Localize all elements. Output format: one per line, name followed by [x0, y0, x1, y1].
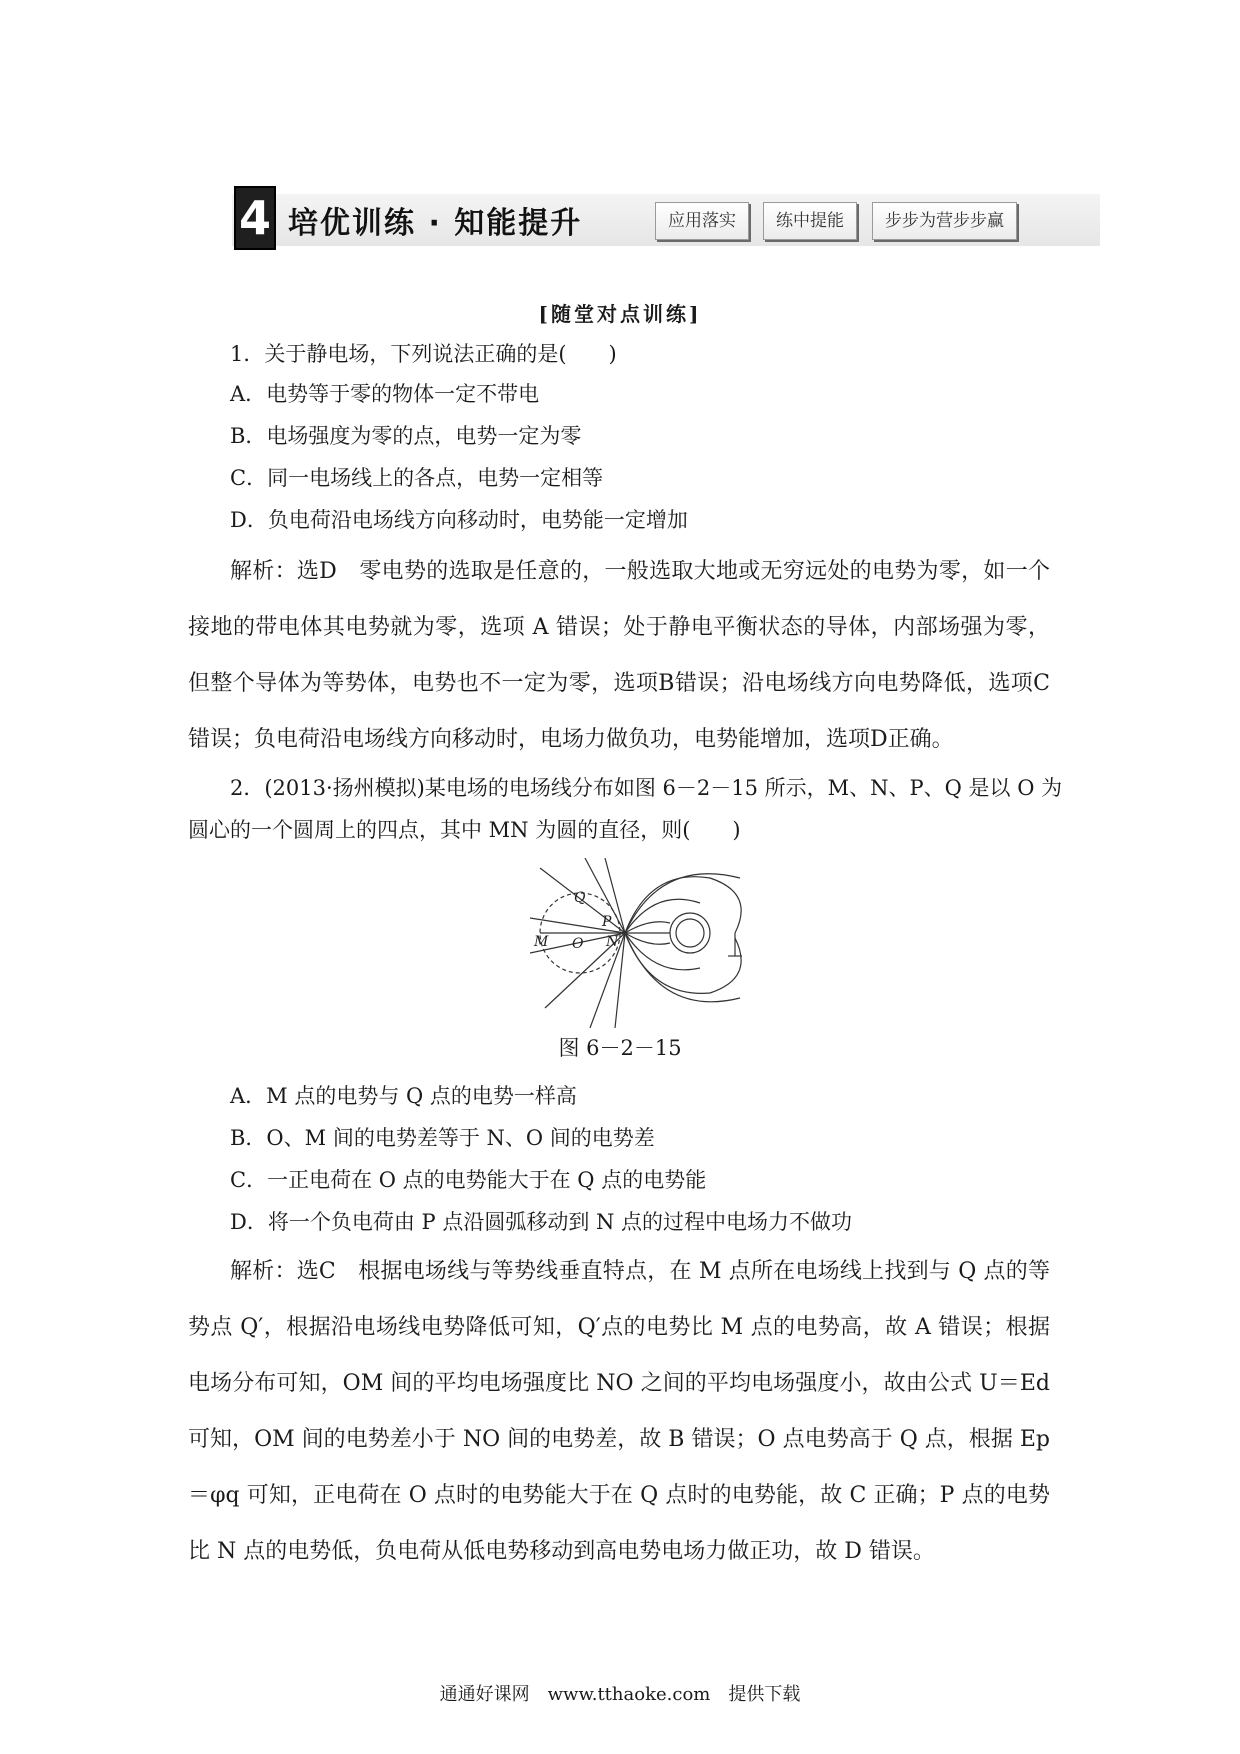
page-footer: 通通好课网 www.tthaoke.com 提供下载 — [439, 1684, 801, 1705]
figure-caption: 图 6－2－15 — [558, 1036, 682, 1060]
tab-apply[interactable]: 应用落实 — [655, 202, 749, 240]
section-title: 培优训练 · 知能提升 — [288, 206, 583, 241]
tab-practice[interactable]: 练中提能 — [763, 202, 857, 240]
q1-option-a: A．电势等于零的物体一定不带电 — [230, 382, 540, 406]
q2-stem-line1: 2．(2013·扬州模拟)某电场的电场线分布如图 6－2－15 所示，M、N、P、Q 是以 O 为 — [230, 776, 1063, 800]
q1-stem: 1．关于静电场，下列说法正确的是( ) — [230, 342, 617, 366]
q1-analysis-text: 解析：选D 零电势的选取是任意的，一般选取大地或无穷远处的电势为零，如一个接地的带电体其电势就为零，选项 A 错误；处于静电平衡状态的导体，内部场强为零，但整个导体为等势体，电势也不一定为零，选项B错误；沿电场线方向电势降低，选项C错误；负电荷沿电场线方向移动时，电场力做负功，电势能增加，选项D正确。 — [188, 559, 1050, 752]
q2-option-c: C．一正电荷在 O 点的电势能大于在 Q 点的电势能 — [230, 1168, 707, 1192]
q2-analysis — [188, 1244, 1050, 1580]
q1-option-c: C．同一电场线上的各点，电势一定相等 — [230, 466, 604, 490]
q2-option-d: D．将一个负电荷由 P 点沿圆弧移动到 N 点的过程中电场力不做功 — [230, 1210, 853, 1234]
q2-analysis-text: 解析：选C 根据电场线与等势线垂直特点，在 M 点所在电场线上找到与 Q 点的等势点 Q′，根据沿电场线电势降低可知，Q′点的电势比 M 点的电势高，故 A 错误；根据电场分布可知，OM 间的平均电场强度比 NO 之间的平均电场强度小，故由公式 U＝Ed 可知，OM 间的电势差小于 NO 间的电势差，故 B 错误；O 点电势高于 Q 点，根据 Ep＝φq 可知，正电荷在 O 点时的电势能大于在 Q 点时的电势能，故 C 正确；P 点的电势比 N 点的电势低，负电荷从低电势移动到高电势电场力做正功，故 D 错误。 — [188, 1259, 1050, 1564]
label-p: P — [602, 914, 612, 930]
q1-analysis — [188, 544, 1050, 768]
label-m: M — [534, 934, 549, 950]
tab-step-by-step[interactable]: 步步为营步步赢 — [872, 202, 1017, 240]
q2-option-a: A．M 点的电势与 Q 点的电势一样高 — [230, 1084, 577, 1108]
q2-stem-line2: 圆心的一个圆周上的四点，其中 MN 为圆的直径，则( ) — [188, 818, 741, 842]
subheading: [随堂对点训练] — [538, 302, 702, 326]
q2-option-b: B．O、M 间的电势差等于 N、O 间的电势差 — [230, 1126, 655, 1150]
q1-option-b: B．电场强度为零的点，电势一定为零 — [230, 424, 582, 448]
section-number-badge: 4 — [234, 186, 276, 250]
q1-option-d: D．负电荷沿电场线方向移动时，电势能一定增加 — [230, 508, 688, 532]
label-n: N — [606, 934, 619, 950]
label-q: Q — [574, 890, 586, 906]
field-line-figure — [530, 858, 760, 1028]
label-o: O — [572, 936, 584, 952]
